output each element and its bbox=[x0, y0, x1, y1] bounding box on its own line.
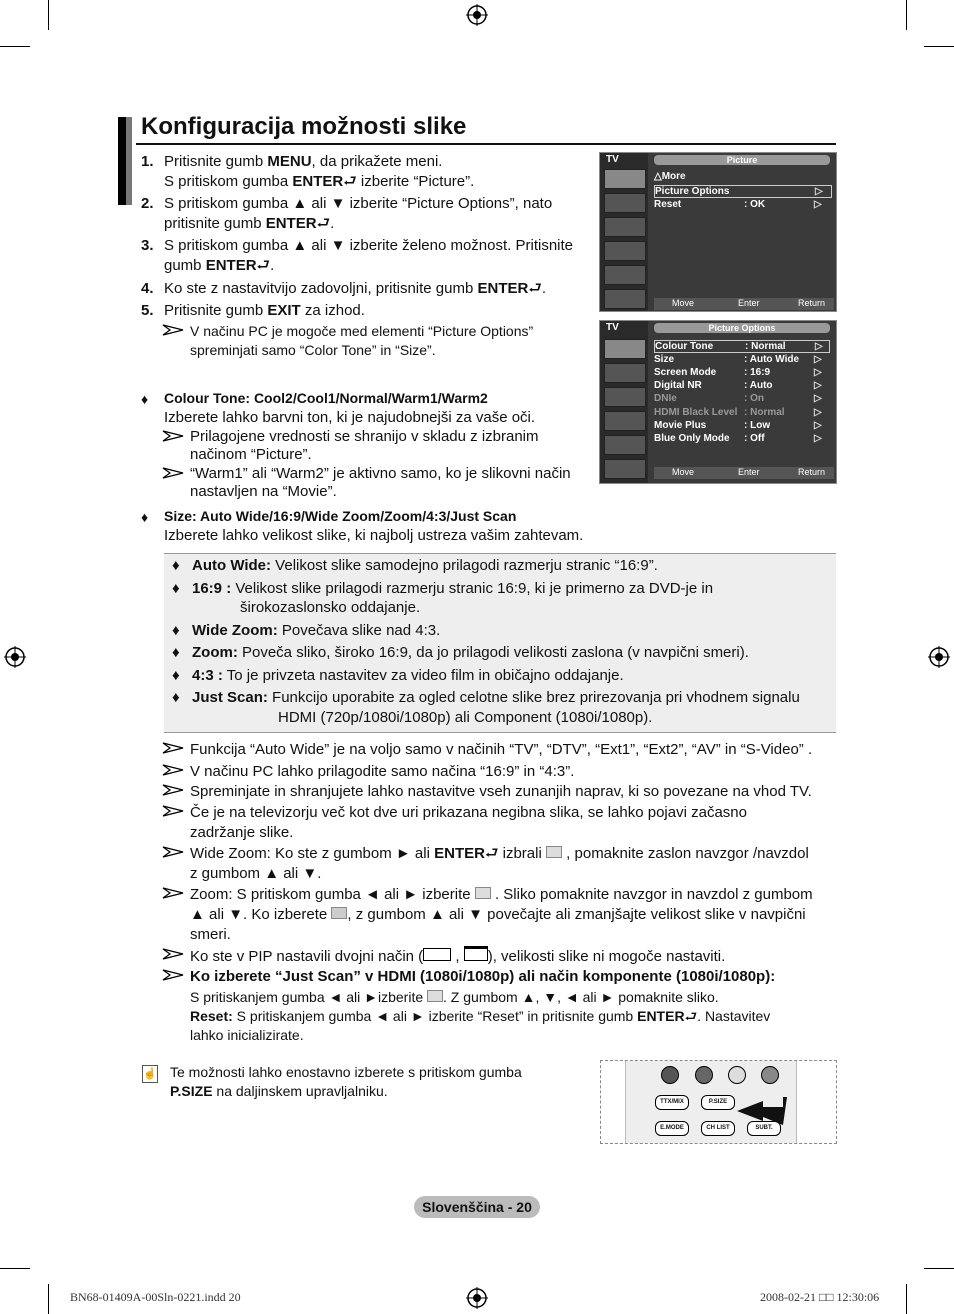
note-wide-zoom: Wide Zoom: Ko ste z gumbom ► ali ENTER⮐ izbrali , pomaknite zaslon navzgor /navzdol z gumbom ▲ ali ▼. bbox=[190, 845, 809, 882]
note-arrow-icon bbox=[162, 467, 184, 479]
enter-icon: ⮐ bbox=[343, 173, 357, 190]
note-just-scan: Ko izberete “Just Scan” v HDMI (1080i/1080p) ali način komponente (1080i/1080p): S pritiskanjem gumba ◄ ali ►izberite . Z gumbom ▲, ▼, ◄ ali ► pomaknite sliko. Reset: S pritiskanjem gumba ◄ ali ► izberite “Reset” in pritisnite gumb ENTER⮐. Nastavitev lahko inicializirate. bbox=[190, 968, 776, 1043]
note-arrow-icon bbox=[162, 887, 184, 899]
osd-footer: Move Enter Return bbox=[654, 298, 834, 310]
osd-row: Size : Auto Wide ▷ bbox=[654, 354, 822, 365]
note-still-image: Če je na televizorju več kot dve uri prikazana negibna slika, se lahko pojavi začasno zadržanje slike. bbox=[190, 804, 747, 841]
osd-header: Picture Options bbox=[654, 323, 830, 333]
osd-row: Reset : OK ▷ bbox=[654, 199, 822, 210]
note-pc-mode: V načinu PC lahko prilagodite samo načina “16:9” in “4:3”. bbox=[190, 763, 575, 780]
osd-source-label: TV bbox=[606, 154, 619, 165]
list-item: ♦ Auto Wide: Velikost slike samodejno prilagodi razmerju stranic “16:9”. bbox=[172, 557, 658, 574]
size-options-list bbox=[172, 556, 832, 728]
note-arrow-icon bbox=[162, 764, 184, 776]
osd-row: Digital NR : Auto ▷ bbox=[654, 380, 822, 391]
osd-footer: Move Enter Return bbox=[654, 467, 834, 479]
list-item: ♦ 4:3 : To je privzeta nastavitev za video film in običajno oddajanje. bbox=[172, 667, 624, 684]
registration-mark-icon bbox=[4, 646, 26, 668]
pointer-arrow-icon bbox=[737, 1097, 787, 1125]
channel-menu-icon bbox=[604, 217, 646, 237]
osd-row-disabled: HDMI Black Level : Normal ▷ bbox=[654, 407, 822, 418]
step-4: 4. bbox=[141, 280, 154, 297]
tip-text: Te možnosti lahko enostavno izberete s pritiskom gumba P.SIZE na daljinskem upravljalniku. bbox=[170, 1064, 522, 1099]
input-menu-icon bbox=[604, 265, 646, 285]
osd-row-disabled: DNIe : On ▷ bbox=[654, 393, 822, 404]
subt-button: SUBT. bbox=[747, 1121, 781, 1136]
note-arrow-icon bbox=[162, 324, 184, 336]
note-auto-wide: Funkcija “Auto Wide” je na voljo samo v načinih “TV”, “DTV”, “Ext1”, “Ext2”, “AV” in “S-Video” . bbox=[190, 741, 813, 758]
picture-menu-icon bbox=[604, 169, 646, 189]
list-item-continued: HDMI (720p/1080i/1080p) ali Component (1080i/1080p). bbox=[278, 709, 653, 726]
osd-row-selected: Picture Options ▷ bbox=[654, 185, 832, 198]
p-size-button: P.SIZE bbox=[701, 1095, 735, 1110]
note-arrow-icon bbox=[162, 948, 184, 960]
pip-double-icon bbox=[464, 946, 488, 961]
step-5: 5. bbox=[141, 302, 154, 319]
registration-mark-icon bbox=[466, 1287, 488, 1309]
note-arrow-icon bbox=[162, 742, 184, 754]
osd-row: △More bbox=[654, 171, 686, 182]
osd-sidebar bbox=[600, 153, 648, 311]
remote-control-image bbox=[600, 1060, 837, 1144]
colour-tone-section: Colour Tone: Cool2/Cool1/Normal/Warm1/Warm2 Izberete lahko barvni ton, ki je najudobnejši za vaše oči. bbox=[164, 390, 536, 426]
page-number-badge: Slovenščina - 20 bbox=[414, 1196, 540, 1218]
size-section: Size: Auto Wide/16:9/Wide Zoom/Zoom/4:3/Just Scan Izberete lahko velikost slike, ki najbolj ustreza vašim zahtevam. bbox=[164, 508, 584, 544]
position-icon bbox=[475, 887, 491, 899]
note-pip: Ko ste v PIP nastavili dvojni način ( , ), velikosti slike ni mogoče nastaviti. bbox=[190, 948, 726, 965]
registration-mark-icon bbox=[928, 646, 950, 668]
bullet-icon: ♦ bbox=[141, 391, 149, 407]
pip-double-icon bbox=[423, 948, 451, 961]
enter-icon: ⮐ bbox=[484, 845, 499, 862]
sound-menu-icon bbox=[604, 193, 646, 213]
application-menu-icon bbox=[604, 289, 646, 309]
step-2-text: S pritiskom gumba ▲ ali ▼ izberite “Picture Options”, nato pritisnite gumb ENTER⮐. bbox=[164, 195, 553, 232]
step-5-text: Pritisnite gumb EXIT za izhod. bbox=[164, 302, 365, 319]
note-pc: V načinu PC je mogoče med elementi “Picture Options” spreminjati samo “Color Tone” in “Size”. bbox=[190, 323, 534, 358]
list-item-continued: širokozaslonsko oddajanje. bbox=[240, 599, 421, 616]
osd-row: Blue Only Mode : Off ▷ bbox=[654, 433, 822, 444]
page-title: Konfiguracija možnosti slike bbox=[141, 113, 467, 140]
step-1: 1. bbox=[141, 153, 154, 170]
bullet-icon: ♦ bbox=[141, 509, 149, 525]
setup-menu-icon bbox=[604, 241, 646, 261]
print-info-left: BN68-01409A-00Sln-0221.indd 20 bbox=[70, 1290, 241, 1304]
enter-icon: ⮐ bbox=[316, 215, 331, 232]
list-item: ♦ Wide Zoom: Povečava slike nad 4:3. bbox=[172, 622, 441, 639]
size-icon bbox=[331, 907, 347, 919]
sound-menu-icon bbox=[604, 363, 646, 383]
picture-menu-icon bbox=[604, 339, 646, 359]
channel-menu-icon bbox=[604, 387, 646, 407]
osd-row: Screen Mode : 16:9 ▷ bbox=[654, 367, 822, 378]
note-arrow-icon bbox=[162, 784, 184, 796]
osd-row: Movie Plus : Low ▷ bbox=[654, 420, 822, 431]
note-arrow-icon bbox=[162, 969, 184, 981]
application-menu-icon bbox=[604, 459, 646, 479]
list-item: ♦ Zoom: Poveča sliko, široko 16:9, da jo prilagodi velikosti zaslona (v navpični smeri). bbox=[172, 644, 749, 661]
enter-icon: ⮐ bbox=[256, 257, 271, 274]
osd-picture-menu bbox=[599, 152, 837, 312]
osd-header: Picture bbox=[654, 155, 830, 165]
colour-tone-note-1: Prilagojene vrednosti se shranijo v skladu z izbranim načinom “Picture”. bbox=[190, 428, 539, 463]
note-arrow-icon bbox=[162, 805, 184, 817]
title-accent-bar bbox=[126, 117, 132, 205]
registration-mark-icon bbox=[466, 4, 488, 26]
enter-icon: ⮐ bbox=[528, 280, 542, 297]
step-4-text: Ko ste z nastavitvijo zadovoljni, pritisnite gumb ENTER⮐. bbox=[164, 280, 547, 297]
input-menu-icon bbox=[604, 435, 646, 455]
print-info-right: 2008-02-21 □□ 12:30:06 bbox=[760, 1290, 880, 1304]
osd-source-label: TV bbox=[606, 322, 619, 333]
osd-sidebar bbox=[600, 321, 648, 483]
osd-row-selected: Colour Tone : Normal ▷ bbox=[654, 340, 830, 353]
note-arrow-icon bbox=[162, 430, 184, 442]
note-external-devices: Spreminjate in shranjujete lahko nastavitve vseh zunanjih naprav, ki so povezane na vhod TV. bbox=[190, 783, 812, 800]
step-2: 2. bbox=[141, 195, 154, 212]
list-item: ♦ Just Scan: Funkcijo uporabite za ogled celotne slike brez prirezovanja pri vhodnem signalu bbox=[172, 689, 800, 706]
ttx-mix-button: TTX/MIX bbox=[655, 1095, 689, 1110]
note-arrow-icon bbox=[162, 846, 184, 858]
step-1-text: Pritisnite gumb MENU, da prikažete meni. S pritiskom gumba ENTER⮐ izberite “Picture”. bbox=[164, 153, 475, 190]
position-icon bbox=[427, 990, 443, 1002]
step-3: 3. bbox=[141, 237, 154, 254]
list-item: ♦ 16:9 : Velikost slike prilagodi razmerju stranic 16:9, ki je primerno za DVD-je in bbox=[172, 580, 714, 597]
e-mode-button: E.MODE bbox=[655, 1121, 689, 1136]
note-zoom: Zoom: S pritiskom gumba ◄ ali ► izberite . Sliko pomaknite navzgor in navzdol z gumbom ▲ ali ▼. Ko izberete , z gumbom ▲ ali ▼ povečajte ali zmanjšajte velikost slike v navpični smeri. bbox=[190, 886, 813, 943]
ch-list-button: CH LIST bbox=[701, 1121, 735, 1136]
setup-menu-icon bbox=[604, 411, 646, 431]
osd-picture-options-menu bbox=[599, 320, 837, 484]
enter-icon: ⮐ bbox=[684, 1008, 698, 1024]
step-3-text: S pritiskom gumba ▲ ali ▼ izberite želeno možnost. Pritisnite gumb ENTER⮐. bbox=[164, 237, 574, 274]
position-icon bbox=[546, 846, 562, 858]
colour-tone-note-2: “Warm1” ali “Warm2” je aktivno samo, ko je slikovni način nastavljen na “Movie”. bbox=[190, 465, 571, 500]
tip-hand-icon: ☝ bbox=[142, 1065, 158, 1083]
title-underline bbox=[136, 143, 836, 145]
